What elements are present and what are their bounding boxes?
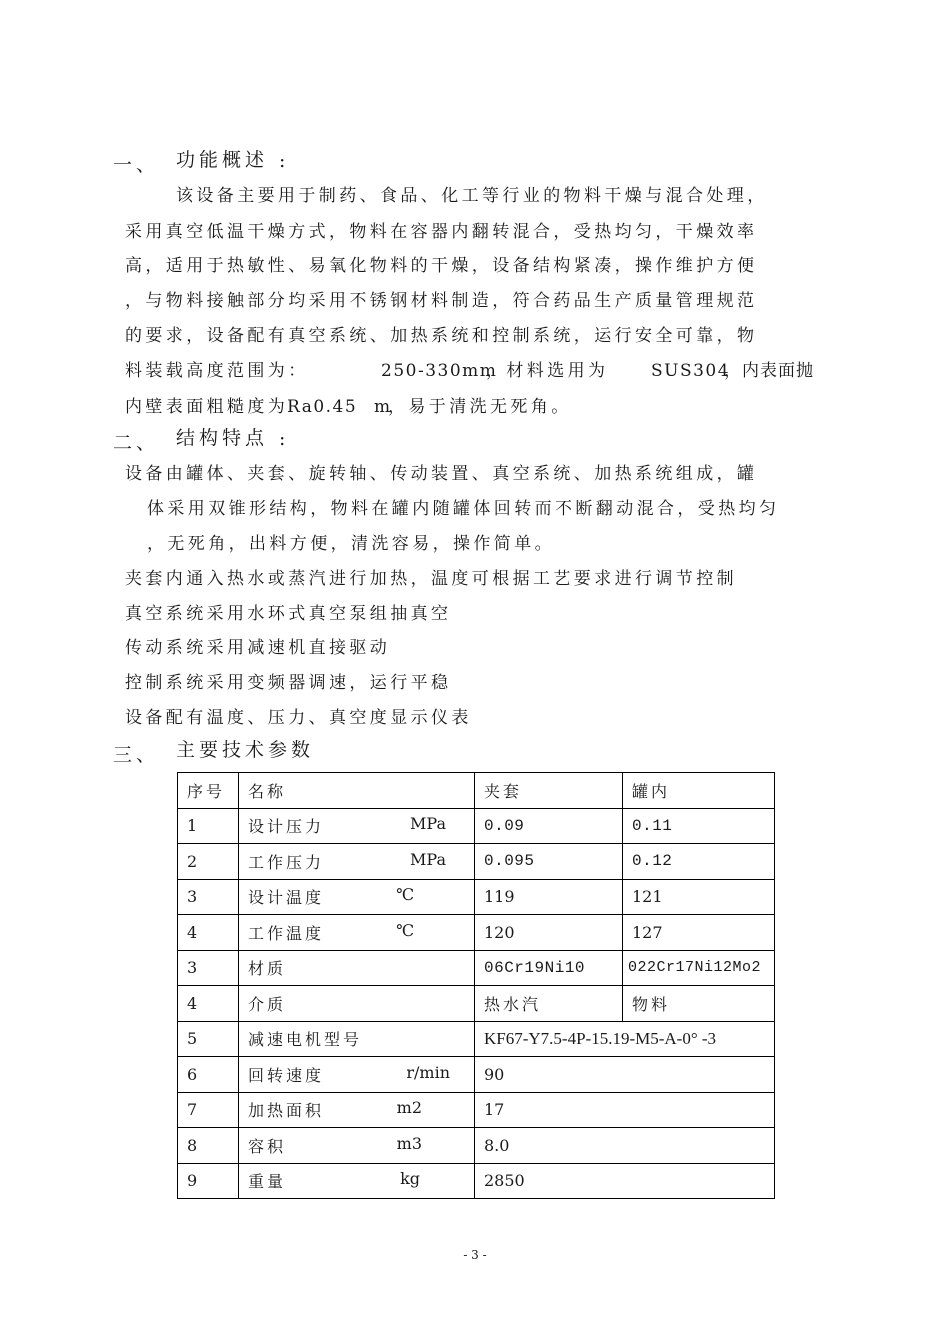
row-no: 3 (178, 879, 239, 915)
row-unit: ℃ (396, 920, 414, 940)
section-2-colon: : (279, 428, 286, 450)
row-unit: MPa (410, 814, 446, 834)
table-row (178, 1163, 775, 1199)
row-jacket-value: 0.095 (475, 844, 623, 880)
row-no: 2 (178, 844, 239, 880)
row-name: 介质 (239, 986, 475, 1022)
roughness-unit: m (374, 397, 394, 417)
section-2-line-3: ，无死角，出料方便，清洗容易，操作简单。 (147, 534, 555, 554)
row-tank-value: 127 (623, 915, 775, 951)
row-name-text: 设计温度 (248, 888, 325, 908)
row-unit: r/min (406, 1062, 450, 1082)
table-row (178, 1057, 775, 1093)
row-no: 1 (178, 808, 239, 844)
page-number: - 3 - (463, 1248, 487, 1262)
row-no: 4 (178, 986, 239, 1022)
table-row (178, 1128, 775, 1164)
row-name (239, 879, 475, 915)
row-span-value: KF67-Y7.5-4P-15.19-M5-A-0° -3 (475, 1021, 775, 1057)
roughness-value: Ra0.45 (287, 397, 358, 417)
section-3-number: 三、 (113, 744, 160, 766)
table-row (178, 879, 775, 915)
table-row (178, 986, 775, 1022)
material-label: ，材料选用为 (486, 361, 609, 381)
section-1-tail: ，易于清洗无死角。 (388, 397, 572, 417)
row-tank-value: 121 (623, 879, 775, 915)
row-span-value: 90 (475, 1057, 775, 1093)
row-name-text: 回转速度 (248, 1065, 325, 1085)
row-unit: m2 (396, 1098, 422, 1118)
table-header-row (178, 773, 775, 809)
row-name: 减速电机型号 (239, 1021, 475, 1057)
row-name (239, 844, 475, 880)
technical-parameters-table (177, 772, 775, 1199)
section-2-title: 结构特点 (176, 427, 269, 449)
section-1-colon: : (279, 150, 286, 172)
row-no: 4 (178, 915, 239, 951)
row-name (239, 1128, 475, 1164)
table-row (178, 1021, 775, 1057)
row-name-text: 工作温度 (248, 923, 325, 943)
row-span-value: 17 (475, 1092, 775, 1128)
row-name-text: 设计压力 (248, 817, 325, 837)
table-row (178, 808, 775, 844)
table-row (178, 844, 775, 880)
header-name: 名称 (239, 773, 475, 809)
row-tank-value: 物料 (623, 986, 775, 1022)
row-jacket-value: 06Cr19Ni10 (475, 950, 623, 986)
section-2-line-5: 真空系统采用水环式真空泵组抽真空 (125, 604, 452, 624)
section-2-line-8: 设备配有温度、压力、真空度显示仪表 (125, 708, 472, 728)
row-jacket-value: 0.09 (475, 808, 623, 844)
row-no: 3 (178, 950, 239, 986)
row-no: 7 (178, 1092, 239, 1128)
row-unit: MPa (410, 849, 446, 869)
section-1-number: 一、 (113, 154, 160, 176)
row-jacket-value: 119 (475, 879, 623, 915)
row-span-value: 2850 (475, 1163, 775, 1199)
section-1-title: 功能概述 (176, 149, 269, 171)
row-unit: m3 (396, 1133, 422, 1153)
row-name-text: 重量 (248, 1172, 287, 1192)
row-tank-value: 022Cr17Ni12Mo2 (623, 950, 775, 986)
section-3-title: 主要技术参数 (176, 739, 315, 761)
height-range-value: 250-330mm (381, 361, 498, 381)
section-1-line-3: 高，适用于热敏性、易氧化物料的干燥，设备结构紧凑，操作维护方便 (125, 256, 758, 276)
row-no: 6 (178, 1057, 239, 1093)
material-value: SUS304 (651, 361, 731, 381)
polish-label: ，内表面抛 (724, 361, 814, 381)
section-1-line-2: 采用真空低温干燥方式，物料在容器内翻转混合，受热均匀，干燥效率 (125, 222, 758, 242)
section-1-line-7: 内壁表面粗糙度为 (125, 397, 289, 417)
row-no: 5 (178, 1021, 239, 1057)
section-2-number: 二、 (113, 432, 160, 454)
row-no: 8 (178, 1128, 239, 1164)
section-1-line-4: ，与物料接触部分均采用不锈钢材料制造，符合药品生产质量管理规范 (125, 291, 758, 311)
row-unit: kg (400, 1169, 420, 1189)
section-2-line-4: 夹套内通入热水或蒸汽进行加热，温度可根据工艺要求进行调节控制 (125, 569, 737, 589)
table-row (178, 1092, 775, 1128)
section-1-line-5: 的要求，设备配有真空系统、加热系统和控制系统，运行安全可靠，物 (125, 326, 758, 346)
row-name-text: 工作压力 (248, 852, 325, 872)
row-jacket-value: 热水汽 (475, 986, 623, 1022)
row-name: 材质 (239, 950, 475, 986)
row-unit: ℃ (396, 885, 414, 905)
header-jacket: 夹套 (475, 773, 623, 809)
section-2-line-6: 传动系统采用减速机直接驱动 (125, 638, 391, 658)
row-name (239, 808, 475, 844)
row-name (239, 1057, 475, 1093)
section-2-line-1: 设备由罐体、夹套、旋转轴、传动装置、真空系统、加热系统组成，罐 (125, 464, 758, 484)
row-span-value: 8.0 (475, 1128, 775, 1164)
row-name (239, 915, 475, 951)
table-row (178, 915, 775, 951)
section-1-line-6: 料装载高度范围为： (125, 361, 309, 381)
row-tank-value: 0.12 (623, 844, 775, 880)
row-name-text: 加热面积 (248, 1101, 325, 1121)
section-2-line-2: 体采用双锥形结构，物料在罐内随罐体回转而不断翻动混合，受热均匀 (147, 499, 780, 519)
header-tank: 罐内 (623, 773, 775, 809)
section-2-line-7: 控制系统采用变频器调速，运行平稳 (125, 673, 452, 693)
row-name (239, 1092, 475, 1128)
header-no: 序号 (178, 773, 239, 809)
row-tank-value: 0.11 (623, 808, 775, 844)
row-no: 9 (178, 1163, 239, 1199)
row-name-text: 容积 (248, 1136, 287, 1156)
row-jacket-value: 120 (475, 915, 623, 951)
section-1-line-1: 该设备主要用于制药、食品、化工等行业的物料干燥与混合处理， (176, 186, 768, 206)
row-name (239, 1163, 475, 1199)
table-row (178, 950, 775, 986)
